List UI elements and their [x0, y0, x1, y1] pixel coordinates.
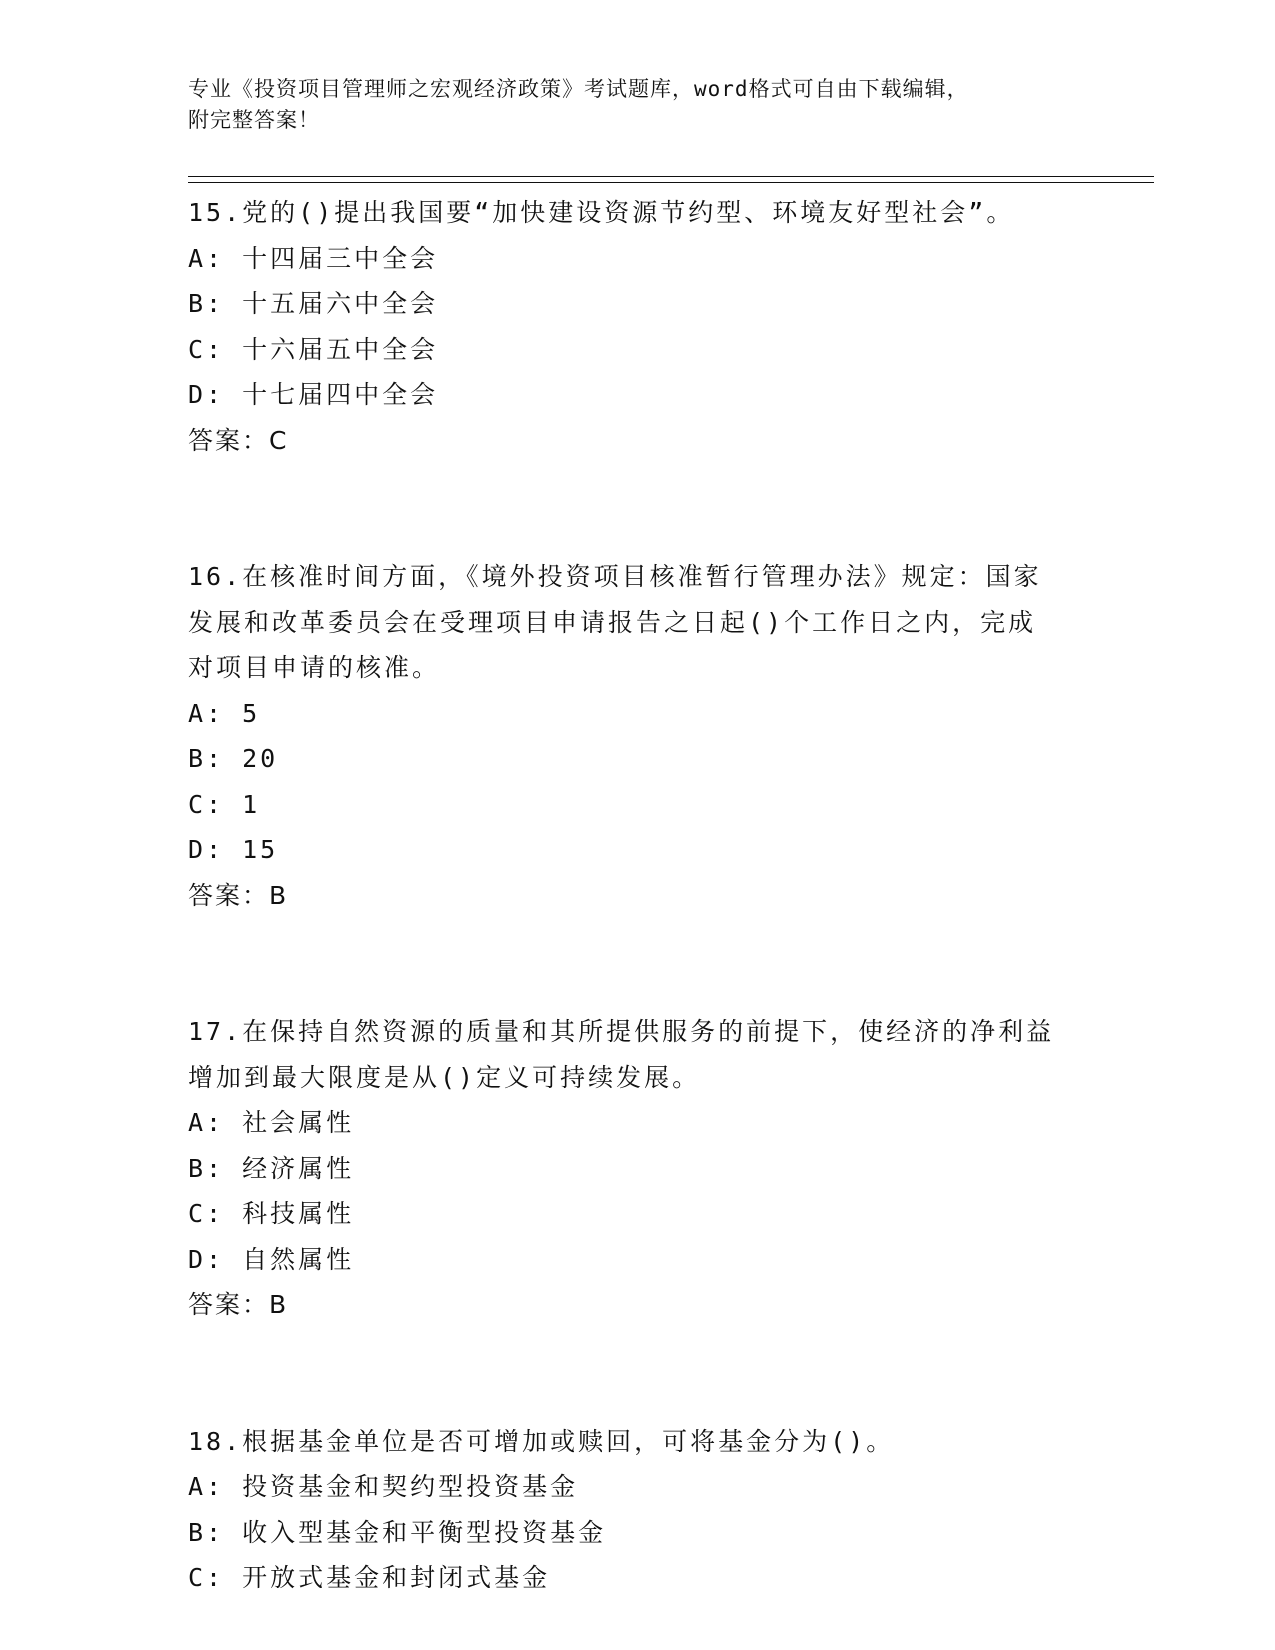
header-line-2: 附完整答案！ [188, 108, 320, 132]
answer: 答案：B [188, 1290, 289, 1319]
option-d: D: 15 [188, 835, 279, 864]
question-text: 18.根据基金单位是否可增加或赎回，可将基金分为()。 [188, 1426, 895, 1456]
option-a: A: 5 [188, 698, 261, 728]
question-text-line-2: 增加到最大限度是从()定义可持续发展。 [188, 1062, 701, 1092]
option-a: A: 十四届三中全会 [188, 243, 439, 273]
question-text: 15.党的()提出我国要“加快建设资源节约型、环境友好型社会”。 [188, 198, 1015, 227]
answer: 答案：B [188, 880, 289, 910]
question-text-line-1: 16.在核准时间方面，《境外投资项目核准暂行管理办法》规定：国家 [188, 562, 1042, 591]
option-b: B: 十五届六中全会 [188, 289, 439, 318]
question-16 [188, 554, 1108, 918]
option-b: B: 经济属性 [188, 1153, 355, 1183]
option-c: C: 十六届五中全会 [188, 334, 439, 364]
question-text-line-3: 对项目申请的核准。 [188, 653, 441, 682]
option-d: D: 十七届四中全会 [188, 380, 439, 409]
answer: 答案：C [188, 425, 289, 455]
option-b: B: 收入型基金和平衡型投资基金 [188, 1517, 607, 1547]
question-list [188, 190, 1108, 1601]
option-d: D: 自然属性 [188, 1244, 355, 1274]
header-divider-top [188, 176, 1154, 177]
question-18 [188, 1419, 1108, 1601]
question-text-line-2: 发展和改革委员会在受理项目申请报告之日起()个工作日之内，完成 [188, 607, 1037, 637]
option-a: A: 社会属性 [188, 1108, 355, 1137]
question-text-line-1: 17.在保持自然资源的质量和其所提供服务的前提下，使经济的净利益 [188, 1017, 1055, 1046]
header-divider-bottom [188, 182, 1154, 183]
option-b: B: 20 [188, 744, 279, 773]
header-line-1: 专业《投资项目管理师之宏观经济政策》考试题库，word格式可自由下载编辑， [188, 77, 969, 101]
option-c: C: 科技属性 [188, 1199, 355, 1228]
question-15 [188, 190, 1108, 463]
document-header [188, 74, 1068, 136]
option-c: C: 开放式基金和封闭式基金 [188, 1563, 551, 1592]
option-c: C: 1 [188, 789, 261, 819]
option-a: A: 投资基金和契约型投资基金 [188, 1472, 579, 1501]
question-17 [188, 1009, 1108, 1328]
